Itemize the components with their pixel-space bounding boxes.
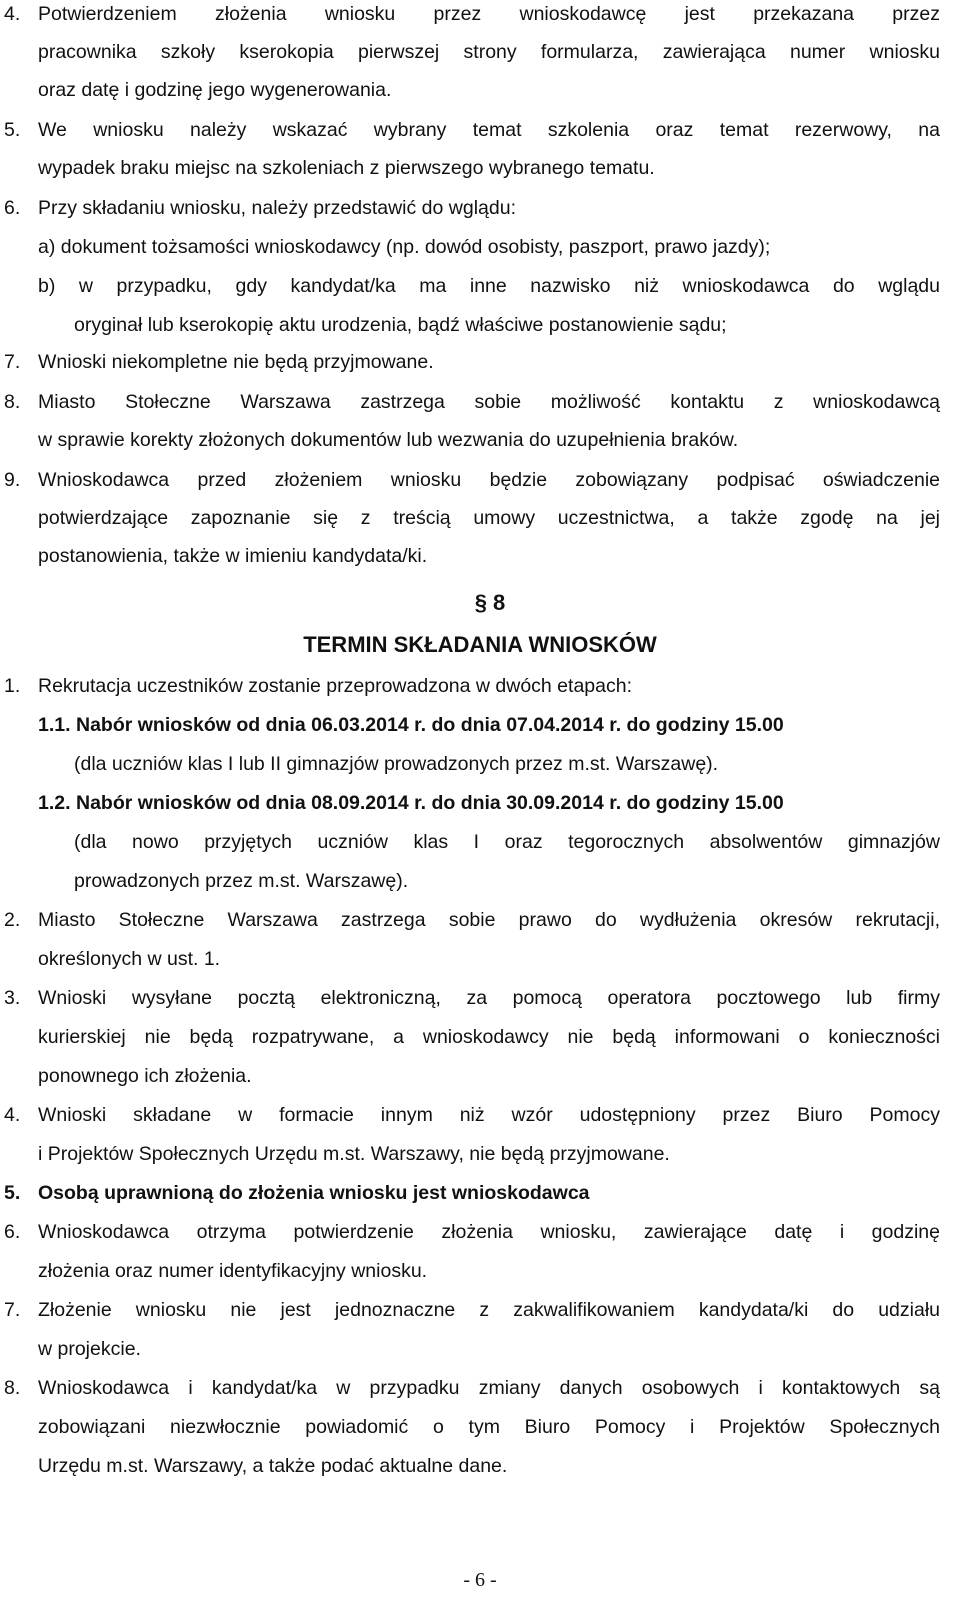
item-number: 4. xyxy=(4,1104,21,1126)
item-text: Miasto Stołeczne Warszawa zastrzega sobie możliwość kontaktu z wnioskodawcą xyxy=(38,391,940,413)
item-text: Rekrutacja uczestników zostanie przeprowadzona w dwóch etapach: xyxy=(38,675,632,697)
item-number: 5. xyxy=(4,1182,21,1204)
item-text: potwierdzające zapoznanie się z treścią umowy uczestnictwa, a także zgodę na jej xyxy=(38,507,940,529)
item-text: Złożenie wniosku nie jest jednoznaczne z zakwalifikowaniem kandydata/ki do udziału xyxy=(38,1299,940,1321)
subitem-b: b) w przypadku, gdy kandydat/ka ma inne nazwisko niż wnioskodawca do wglądu xyxy=(38,275,940,297)
subitem-b-continued: oryginał lub kserokopię aktu urodzenia, bądź właściwe postanowienie sądu; xyxy=(74,314,727,336)
item-text: Wnioski wysyłane pocztą elektroniczną, za pomocą operatora pocztowego lub firmy xyxy=(38,987,940,1009)
item-text: Wnioski składane w formacie innym niż wzór udostępniony przez Biuro Pomocy xyxy=(38,1104,940,1126)
item-text: Wnioskodawca i kandydat/ka w przypadku zmiany danych osobowych i kontaktowych są xyxy=(38,1377,940,1399)
subitem-bold-text: Nabór wniosków od dnia 08.09.2014 r. do dnia 30.09.2014 r. do godziny 15.00 xyxy=(76,792,784,814)
item-number: 6. xyxy=(4,1221,21,1243)
item-text: w projekcie. xyxy=(38,1338,141,1360)
item-text: Urzędu m.st. Warszawy, a także podać aktualne dane. xyxy=(38,1455,508,1477)
subitem-text: (dla nowo przyjętych uczniów klas I oraz tegorocznych absolwentów gimnazjów xyxy=(74,831,940,853)
section-title: TERMIN SKŁADANIA WNIOSKÓW xyxy=(303,632,657,657)
item-number: 8. xyxy=(4,391,21,413)
item-number: 5. xyxy=(4,119,21,141)
item-number: 6. xyxy=(4,197,21,219)
item-text: określonych w ust. 1. xyxy=(38,948,221,970)
item-text: We wniosku należy wskazać wybrany temat szkolenia oraz temat rezerwowy, na xyxy=(38,119,940,141)
page-number: - 6 - xyxy=(463,1569,497,1591)
subitem-number: 1.2. xyxy=(38,792,71,814)
item-number: 3. xyxy=(4,987,21,1009)
item-text: złożenia oraz numer identyfikacyjny wniosku. xyxy=(38,1260,428,1282)
item-text: oraz datę i godzinę jego wygenerowania. xyxy=(38,79,392,101)
item-number: 8. xyxy=(4,1377,21,1399)
item-text: pracownika szkoły kserokopia pierwszej strony formularza, zawierająca numer wniosku xyxy=(38,41,940,63)
item-text: Przy składaniu wniosku, należy przedstawić do wglądu: xyxy=(38,197,516,219)
item-text: postanowienia, także w imieniu kandydata/ki. xyxy=(38,545,428,567)
item-text: kurierskiej nie będą rozpatrywane, a wnioskodawcy nie będą informowani o konieczności xyxy=(38,1026,940,1048)
item-text: Wnioski niekompletne nie będą przyjmowane. xyxy=(38,351,434,373)
item-text: i Projektów Społecznych Urzędu m.st. Warszawy, nie będą przyjmowane. xyxy=(38,1143,670,1165)
item-number: 1. xyxy=(4,675,21,697)
paragraph-symbol: § 8 xyxy=(474,590,506,615)
item-bold-text: Osobą uprawnioną do złożenia wniosku jest wnioskodawca xyxy=(38,1182,590,1204)
item-text: zobowiązani niezwłocznie powiadomić o tym Biuro Pomocy i Projektów Społecznych xyxy=(38,1416,940,1438)
item-text: ponownego ich złożenia. xyxy=(38,1065,252,1087)
item-number: 4. xyxy=(4,3,21,25)
subitem-number: 1.1. xyxy=(38,714,71,736)
subitem-text: prowadzonych przez m.st. Warszawę). xyxy=(74,870,409,892)
subitem-text: (dla uczniów klas I lub II gimnazjów prowadzonych przez m.st. Warszawę). xyxy=(74,753,719,775)
item-text: Miasto Stołeczne Warszawa zastrzega sobie prawo do wydłużenia okresów rekrutacji, xyxy=(38,909,940,931)
item-text: wypadek braku miejsc na szkoleniach z pierwszego wybranego tematu. xyxy=(38,157,655,179)
item-number: 2. xyxy=(4,909,21,931)
subitem-a: a) dokument tożsamości wnioskodawcy (np. dowód osobisty, paszport, prawo jazdy); xyxy=(38,236,771,258)
item-number: 7. xyxy=(4,351,21,373)
item-text: Potwierdzeniem złożenia wniosku przez wnioskodawcę jest przekazana przez xyxy=(38,3,940,25)
item-text: Wnioskodawca przed złożeniem wniosku będzie zobowiązany podpisać oświadczenie xyxy=(38,469,940,491)
item-text: Wnioskodawca otrzyma potwierdzenie złożenia wniosku, zawierające datę i godzinę xyxy=(38,1221,940,1243)
item-number: 7. xyxy=(4,1299,21,1321)
item-number: 9. xyxy=(4,469,21,491)
subitem-bold-text: Nabór wniosków od dnia 06.03.2014 r. do dnia 07.04.2014 r. do godziny 15.00 xyxy=(76,714,784,736)
item-text: w sprawie korekty złożonych dokumentów lub wezwania do uzupełnienia braków. xyxy=(38,429,739,451)
